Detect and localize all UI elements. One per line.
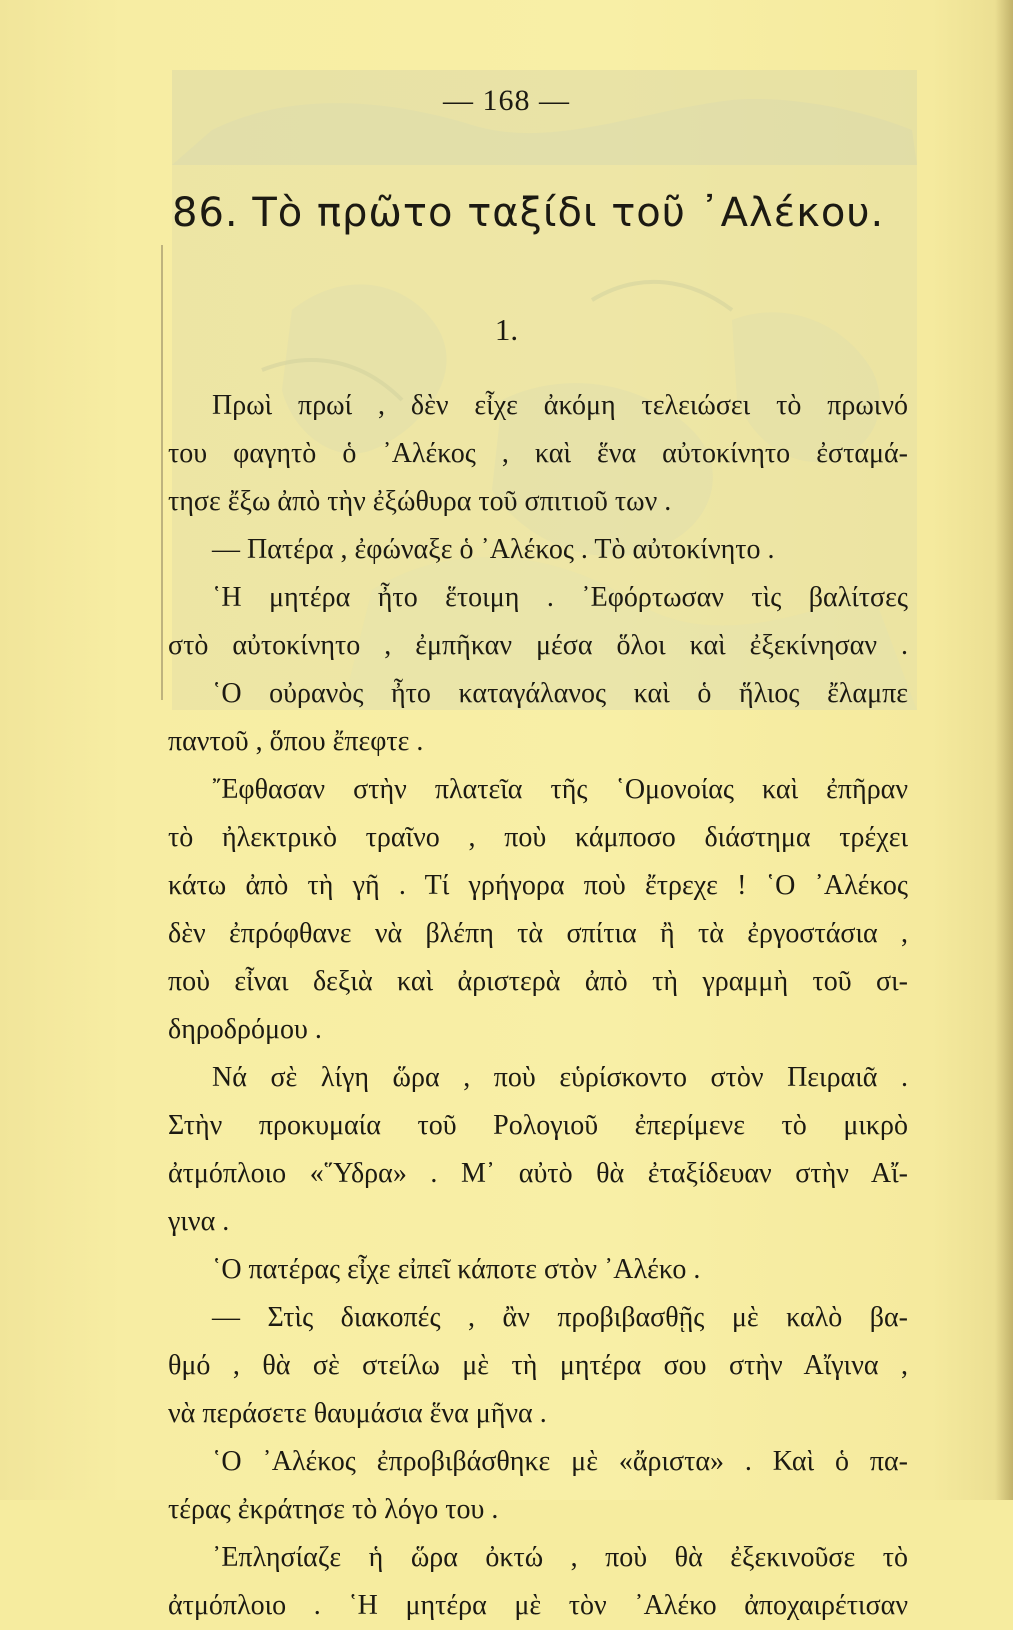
section-number: 1. bbox=[494, 312, 519, 347]
text-line: του φαγητὸ ὁ ᾿Αλέκος , καὶ ἕνα αὐτοκίνητο ἐσταμά- bbox=[168, 438, 908, 469]
text-line: στὸ αὐτοκίνητο , ἐμπῆκαν μέσα ὅλοι καὶ ἐξεκίνησαν . bbox=[168, 630, 908, 661]
text-line: ᾿Επλησίαζε ἡ ὥρα ὀκτώ , ποὺ θὰ ἐξεκινοῦσε τὸ bbox=[212, 1542, 908, 1573]
body-text bbox=[168, 382, 908, 1630]
text-line: τέρας ἐκράτησε τὸ λόγο του . bbox=[168, 1494, 499, 1525]
text-line: ῾Ο ᾿Αλέκος ἐπροβιβάσθηκε μὲ «ἄριστα» . Καὶ ὁ πα- bbox=[212, 1446, 908, 1477]
text-line: — Πατέρα , ἐφώναξε ὁ ᾿Αλέκος . Τὸ αὐτοκίνητο . bbox=[212, 534, 775, 565]
text-line: δὲν ἐπρόφθανε νὰ βλέπη τὰ σπίτια ἢ τὰ ἐργοστάσια , bbox=[168, 918, 908, 949]
text-line: παντοῦ , ὅπου ἔπεφτε . bbox=[168, 726, 424, 757]
text-line: δηροδρόμου . bbox=[168, 1014, 322, 1045]
text-line: θμό , θὰ σὲ στείλω μὲ τὴ μητέρα σου στὴν Αἴγινα , bbox=[168, 1350, 908, 1381]
text-line: ἀτμόπλοιο «῞Υδρα» . Μ᾿ αὐτὸ θὰ ἐταξίδευαν στὴν Αἴ- bbox=[168, 1158, 908, 1189]
text-line: ῾Ο οὐρανὸς ἦτο καταγάλανος καὶ ὁ ἥλιος ἔλαμπε bbox=[212, 678, 908, 709]
text-line: ἀτμόπλοιο . ῾Η μητέρα μὲ τὸν ᾿Αλέκο ἀποχαιρέτισαν bbox=[168, 1590, 908, 1621]
text-line: ποὺ εἶναι δεξιὰ καὶ ἀριστερὰ ἀπὸ τὴ γραμμὴ τοῦ σι- bbox=[168, 966, 908, 997]
page-edge-shadow bbox=[995, 0, 1013, 1500]
text-line: Στὴν προκυμαία τοῦ Ρολογιοῦ ἐπερίμενε τὸ μικρὸ bbox=[168, 1110, 908, 1141]
text-line: κάτω ἀπὸ τὴ γῆ . Τί γρήγορα ποὺ ἔτρεχε ! ῾Ο ᾿Αλέκος bbox=[168, 870, 908, 901]
text-line: Νά σὲ λίγη ὥρα , ποὺ εὑρίσκοντο στὸν Πειραιᾶ . bbox=[212, 1062, 908, 1093]
chapter-title: 86. Τὸ πρῶτο ταξίδι τοῦ ᾿Αλέκου. bbox=[172, 190, 885, 236]
text-line: τὸ ἠλεκτρικὸ τραῖνο , ποὺ κάμποσο διάστημα τρέχει bbox=[168, 822, 908, 853]
text-line: — Στὶς διακοπές , ἂν προβιβασθῇς μὲ καλὸ βα- bbox=[212, 1302, 908, 1333]
page-number: — 168 — bbox=[443, 84, 570, 117]
text-line: ῾Η μητέρα ἦτο ἕτοιμη . ᾿Εφόρτωσαν τὶς βαλίτσες bbox=[212, 582, 908, 613]
text-line: γινα . bbox=[168, 1206, 230, 1237]
text-line: ῾Ο πατέρας εἶχε εἰπεῖ κάποτε στὸν ᾿Αλέκο . bbox=[212, 1254, 701, 1285]
text-line: τησε ἔξω ἀπὸ τὴν ἐξώθυρα τοῦ σπιτιοῦ των . bbox=[168, 486, 672, 517]
text-line: ῎Εφθασαν στὴν πλατεῖα τῆς ῾Ομονοίας καὶ ἐπῆραν bbox=[212, 774, 908, 805]
text-line: Πρωὶ πρωί , δὲν εἶχε ἀκόμη τελειώσει τὸ πρωινό bbox=[212, 390, 908, 421]
text-line: νὰ περάσετε θαυμάσια ἕνα μῆνα . bbox=[168, 1398, 547, 1429]
